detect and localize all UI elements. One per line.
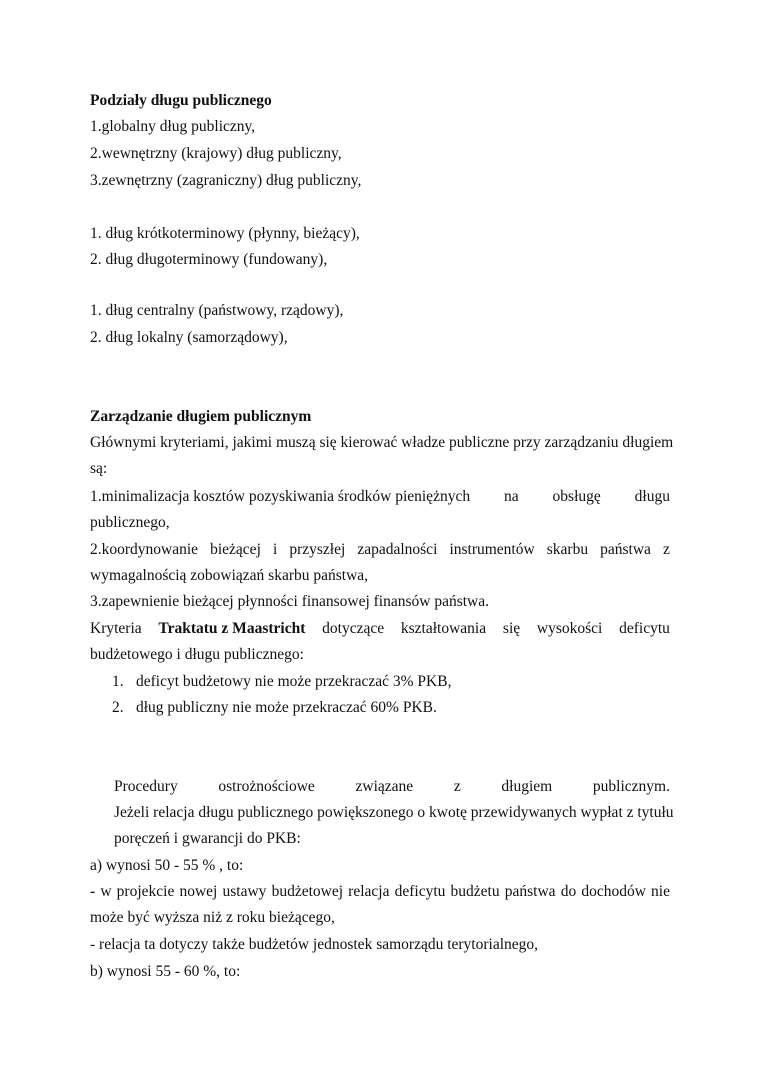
- word: bieżącej: [210, 541, 261, 558]
- section-title-divisions: Podziały długu publicznego: [90, 92, 272, 109]
- word: długiem: [501, 778, 553, 795]
- word: deficytu: [619, 620, 670, 637]
- word: deficytu: [394, 883, 446, 900]
- list-item: deficyt budżetowy nie może przekraczać 3% PKB,: [136, 673, 452, 690]
- treaty-name: Traktatu z Maastricht: [158, 620, 306, 637]
- criterion-3: 3.zapewnienie bieżącej płynności finansowej finansów państwa.: [90, 593, 489, 610]
- criterion-2-line1: [90, 540, 670, 560]
- criterion-1-line2: publicznego,: [90, 514, 170, 531]
- criterion-1-line1: [90, 487, 670, 507]
- word: z: [663, 541, 670, 558]
- word: i: [272, 541, 278, 558]
- word: związane: [355, 778, 414, 795]
- word: w: [100, 883, 112, 900]
- list-item: dług publiczny nie może przekraczać 60% PKB.: [136, 699, 437, 716]
- word: dochodów: [581, 883, 646, 900]
- word: z: [453, 778, 461, 795]
- list-number: 1.: [112, 673, 124, 690]
- list-item: 2.wewnętrzny (krajowy) dług publiczny,: [90, 145, 342, 162]
- threshold-a-item2: - relacja ta dotyczy także budżetów jednostek samorządu terytorialnego,: [90, 936, 539, 953]
- paragraph-line: Jeżeli relacja długu publicznego powiększonego o kwotę przewidywanych wypłat z tytułu: [114, 804, 674, 821]
- paragraph-line: Głównymi kryteriami, jakimi muszą się kierować władze publiczne przy zarządzaniu długiem: [90, 434, 674, 451]
- threshold-a-item1-line1: [90, 882, 670, 902]
- word: budżetu: [450, 883, 500, 900]
- word: Kryteria: [90, 620, 142, 637]
- word: publicznym.: [592, 778, 670, 795]
- word: 1.minimalizacja kosztów pozyskiwania środków pieniężnych: [90, 488, 471, 505]
- word: na: [503, 488, 519, 505]
- dash-bullet: -: [90, 883, 96, 900]
- word: dotyczące: [322, 620, 385, 637]
- word: kształtowania: [400, 620, 487, 637]
- word: Procedury: [114, 778, 178, 795]
- procedures-heading-line: [114, 777, 670, 797]
- list-item: 1. dług centralny (państwowy, rządowy),: [90, 302, 344, 319]
- word: relacja: [348, 883, 390, 900]
- word: państwa: [600, 541, 651, 558]
- list-item: 2. dług lokalny (samorządowy),: [90, 329, 288, 346]
- word: długu: [634, 488, 670, 505]
- list-item: 2. dług długoterminowy (fundowany),: [90, 251, 328, 268]
- word: budżetowej: [271, 883, 344, 900]
- word: instrumentów: [449, 541, 535, 558]
- word: projekcie: [116, 883, 175, 900]
- word: obsługę: [552, 488, 601, 505]
- paragraph-line: poręczeń i gwarancji do PKB:: [114, 830, 301, 847]
- word: wysokości: [536, 620, 603, 637]
- list-item: 1. dług krótkoterminowy (płynny, bieżący),: [90, 225, 360, 242]
- section-title-management: Zarządzanie długiem publicznym: [90, 408, 312, 425]
- word: ostrożnościowe: [218, 778, 315, 795]
- word: nowej: [179, 883, 218, 900]
- paragraph-line: są:: [90, 460, 108, 477]
- list-item: 3.zewnętrzny (zagraniczny) dług publiczny,: [90, 172, 362, 189]
- word: ustawy: [222, 883, 267, 900]
- list-item: 1.globalny dług publiczny,: [90, 118, 256, 135]
- threshold-a-label: a) wynosi 50 - 55 % , to:: [90, 857, 244, 874]
- threshold-a-item1-line2: może być wyższa niż z roku bieżącego,: [90, 909, 335, 926]
- word: się: [502, 620, 521, 637]
- word: zapadalności: [357, 541, 438, 558]
- word: przyszłej: [289, 541, 346, 558]
- word: 2.koordynowanie: [90, 541, 199, 558]
- word: państwa: [504, 883, 556, 900]
- maastricht-line2: budżetowego i długu publicznego:: [90, 646, 304, 663]
- word: do: [560, 883, 577, 900]
- list-number: 2.: [112, 699, 124, 716]
- word: skarbu: [546, 541, 589, 558]
- criterion-2-line2: wymagalnością zobowiązań skarbu państwa,: [90, 567, 369, 584]
- maastricht-line1: [90, 619, 670, 639]
- threshold-b-label: b) wynosi 55 - 60 %, to:: [90, 963, 241, 980]
- word: nie: [651, 883, 670, 900]
